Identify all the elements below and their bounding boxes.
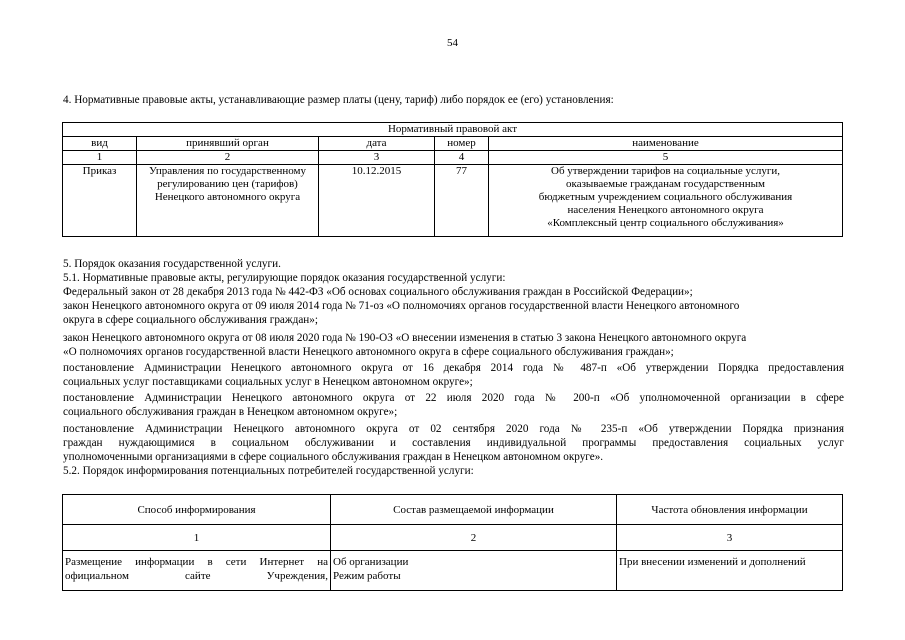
section4-heading: 4. Нормативные правовые акты, устанавливающие размер платы (цену, тариф) либо порядок ее (его) установления: (63, 94, 614, 106)
info-content-line: Об организации (333, 556, 409, 568)
section5-line: социального обслуживания граждан в Ненецком автономном округе»; (63, 406, 398, 418)
info-method-line: официальном сайте Учреждения, (65, 570, 328, 582)
issuing-body-line: Ненецкого автономного округа (154, 191, 301, 203)
section5-line: закон Ненецкого автономного округа от 09 июля 2014 года № 71-оз «О полномочиях органов государственной власти Ненецкого автономного (63, 300, 740, 312)
info-method-line: Размещение информации в сети Интернет на (65, 556, 328, 568)
table2-col-header: Способ информирования (63, 495, 331, 525)
section5-line: граждан нуждающимися в социальном обслуживании и составления индивидуальной программы предоставления социальных услуг (63, 437, 844, 449)
table2-col-header: Частота обновления информации (617, 495, 843, 525)
table2-col-number: 3 (617, 525, 843, 551)
section5-line: округа в сфере социального обслуживания граждан»; (63, 314, 318, 326)
section5-line: 5.1. Нормативные правовые акты, регулирующие порядок оказания государственной услуги: (63, 272, 506, 284)
table1-col-number: 4 (435, 151, 489, 165)
table2-row (63, 551, 843, 591)
act-number: 77 (435, 165, 489, 237)
table1-col-header: дата (319, 137, 435, 151)
act-name-line: оказываемые гражданам государственным (566, 178, 765, 190)
table1-group-header: Нормативный правовой акт (63, 123, 843, 137)
section5-line: закон Ненецкого автономного округа от 08 июля 2020 года № 190-ОЗ «О внесении изменения в статью 3 закона Ненецкого автономного округа (63, 332, 747, 344)
issuing-body-line: Управления по государственному (149, 165, 306, 177)
section5-line: 5.2. Порядок информирования потенциальных потребителей государственной услуги: (63, 465, 474, 477)
information-table (62, 494, 843, 591)
table1-row (63, 165, 843, 237)
act-type: Приказ (63, 165, 137, 237)
act-name-line: населения Ненецкого автономного округа (567, 204, 764, 216)
page-number: 54 (447, 37, 458, 49)
section5-line: постановление Администрации Ненецкого автономного округа от 02 сентября 2020 года № 235-п «Об утверждении Порядка признания (63, 423, 844, 435)
table2-number-row (63, 525, 843, 551)
table1-col-header: вид (63, 137, 137, 151)
section5-line: Федеральный закон от 28 декабря 2013 года № 442-ФЗ «Об основах социального обслуживания граждан в Российской Федерации»; (63, 286, 693, 298)
act-name-line: Об утверждении тарифов на социальные услуги, (551, 165, 780, 177)
legal-acts-table (62, 122, 843, 237)
section5-line: «О полномочиях органов государственной власти Ненецкого автономного округа в сфере социального обслуживания граждан»; (63, 346, 674, 358)
table1-col-number: 2 (137, 151, 319, 165)
table1-col-number: 5 (489, 151, 843, 165)
table1-number-row (63, 151, 843, 165)
table1-col-header: принявший орган (137, 137, 319, 151)
issuing-body (137, 165, 319, 237)
table1-col-number: 1 (63, 151, 137, 165)
info-content (331, 551, 617, 591)
section5-line: постановление Администрации Ненецкого автономного округа от 22 июля 2020 года № 200-п «Об уполномоченной организации в сфере (63, 392, 844, 404)
table2-col-number: 1 (63, 525, 331, 551)
table1-col-header: номер (435, 137, 489, 151)
section5-line: социальных услуг поставщиками социальных услуг в Ненецком автономном округе»; (63, 376, 473, 388)
table2-col-header: Состав размещаемой информации (331, 495, 617, 525)
table1-col-number: 3 (319, 151, 435, 165)
table2-col-number: 2 (331, 525, 617, 551)
section5-line: постановление Администрации Ненецкого автономного округа от 16 декабря 2014 года № 487-п «Об утверждении Порядка предоставления (63, 362, 844, 374)
section5-line: уполномоченными организациями в сфере социального обслуживания граждан в Ненецком автономном округе». (63, 451, 604, 463)
act-date: 10.12.2015 (319, 165, 435, 237)
table1-col-header: наименование (489, 137, 843, 151)
table2-header-row (63, 495, 843, 525)
table1-header-row (63, 137, 843, 151)
act-name (489, 165, 843, 237)
section5-line: 5. Порядок оказания государственной услуги. (63, 258, 281, 270)
info-content-line: Режим работы (333, 570, 401, 582)
act-name-line: «Комплексный центр социального обслуживания» (547, 217, 784, 229)
act-name-line: бюджетным учреждением социального обслуживания (538, 191, 793, 203)
issuing-body-line: регулированию цен (тарифов) (157, 178, 298, 190)
info-frequency: При внесении изменений и дополнений (617, 551, 843, 591)
info-method (63, 551, 331, 591)
